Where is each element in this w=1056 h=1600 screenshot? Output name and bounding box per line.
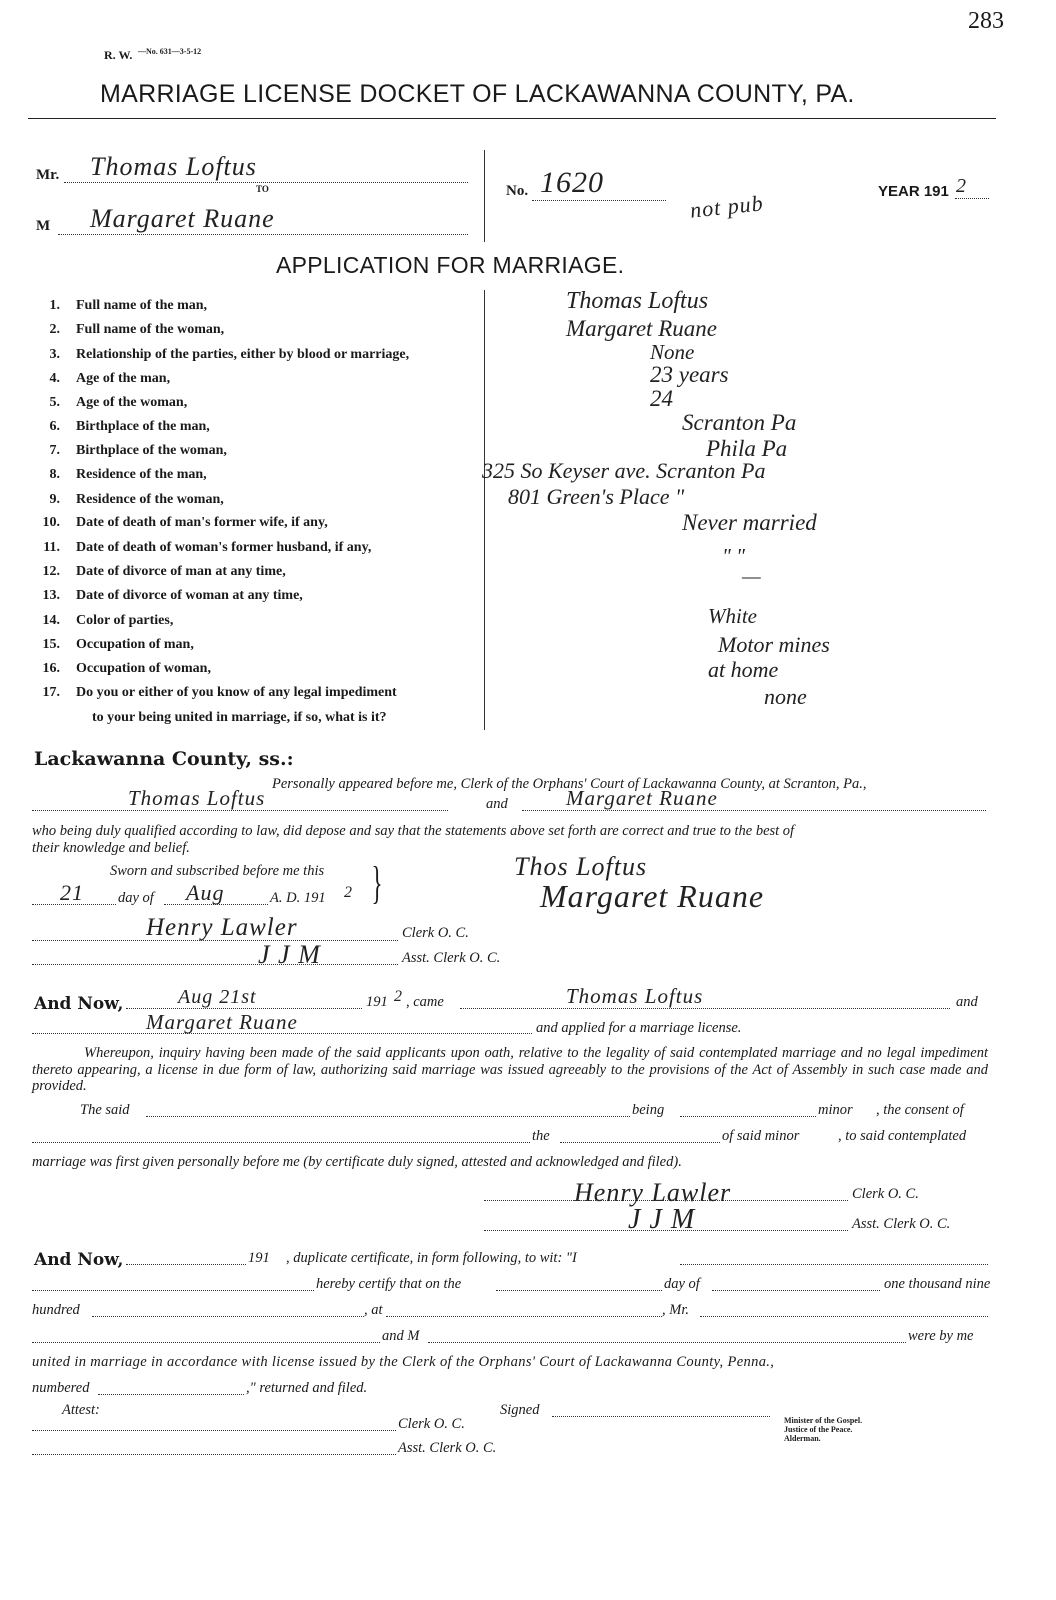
certificate-at-line — [386, 1316, 662, 1317]
license-year: 191 — [366, 994, 388, 1010]
license-man-line — [460, 1008, 950, 1009]
marriage-line: marriage was first given personally before me (by certificate duly signed, attested and acknowledged and filed). — [32, 1154, 682, 1170]
certificate-hundred-line — [92, 1316, 364, 1317]
page-number: 283 — [968, 8, 1004, 34]
question-number: 17. — [42, 685, 60, 700]
answer: 801 Green's Place " — [508, 484, 685, 509]
affidavit-man-name: Thomas Loftus — [128, 786, 266, 810]
answer: — — [742, 564, 761, 588]
question-number: 1. — [49, 298, 60, 313]
question-number: 3. — [49, 347, 60, 362]
the-line — [560, 1142, 720, 1143]
question-text: Occupation of man, — [76, 637, 194, 652]
sworn-ad: A. D. 191 — [270, 890, 326, 906]
certificate-month-line — [712, 1290, 880, 1291]
affidavit-line3: their knowledge and belief. — [32, 840, 190, 856]
certificate-day-line — [496, 1290, 662, 1291]
license-asst-line — [484, 1230, 848, 1231]
certificate-hundred: hundred — [32, 1302, 80, 1318]
question-number: 10. — [42, 515, 60, 530]
title-rule — [28, 118, 996, 119]
affidavit-line1: Personally appeared before me, Clerk of the Orphans' Court of Lackawanna County, at Scranton, Pa., — [272, 776, 867, 792]
certificate-clerk-label: Clerk O. C. — [398, 1416, 465, 1432]
signed-line — [552, 1416, 770, 1417]
license-clerk-line — [484, 1200, 848, 1201]
question-text: Occupation of woman, — [76, 661, 211, 676]
question-text: Birthplace of the man, — [76, 419, 210, 434]
affidavit-asst-signature: J J M — [258, 940, 321, 969]
year-value: 2 — [956, 175, 967, 197]
consent-line — [32, 1142, 530, 1143]
answer: Scranton Pa — [682, 410, 797, 435]
justice-label: Justice of the Peace. — [784, 1425, 853, 1434]
certificate-numbered: numbered — [32, 1380, 90, 1396]
certificate-mr-line — [700, 1316, 988, 1317]
certificate-date-line — [126, 1264, 246, 1265]
question-number: 9. — [49, 492, 60, 507]
question-text: Birthplace of the woman, — [76, 443, 227, 458]
of-minor-label: of said minor — [722, 1128, 800, 1144]
license-paragraph: Whereupon, inquiry having been made of the said applicants upon oath, relative to the legality of said contemplated marriage and no legal impediment thereto appearing, a license in due form of law, authorizing said marriage was issued agreeably to the provisions of the Act of Assembly in such case made and provided. — [32, 1045, 988, 1094]
question-text: Do you or either of you know of any legal impediment — [76, 685, 397, 700]
question-text: Residence of the woman, — [76, 492, 224, 507]
mr-name: Thomas Loftus — [90, 152, 257, 181]
answer: Motor mines — [718, 632, 830, 657]
question-text: Date of divorce of man at any time, — [76, 564, 286, 579]
question-text: Age of the man, — [76, 371, 171, 386]
question-text: Residence of the man, — [76, 467, 207, 482]
being-label: being — [632, 1102, 665, 1118]
certificate-and-m: and M — [382, 1328, 420, 1344]
certificate-at: , at — [364, 1302, 383, 1318]
certificate-were-by: were by me — [908, 1328, 974, 1344]
m-name: Margaret Ruane — [90, 204, 275, 233]
certificate-one-thousand: one thousand nine — [884, 1276, 991, 1292]
alderman-label: Alderman. — [784, 1434, 821, 1443]
form-code: R. W. — [104, 48, 133, 62]
affidavit-clerk-line — [32, 940, 398, 941]
attest-label: Attest: — [62, 1402, 100, 1418]
answers-divider — [484, 290, 485, 730]
answer: Never married — [682, 510, 817, 535]
question-number: 11. — [43, 540, 60, 555]
certificate-numbered-line — [98, 1394, 244, 1395]
affidavit-clerk-label: Clerk O. C. — [402, 925, 469, 941]
answer: none — [764, 684, 807, 709]
certificate-pre-m-line — [32, 1342, 380, 1343]
license-date: Aug 21st — [178, 986, 257, 1008]
question-text: Date of death of man's former wife, if any, — [76, 515, 328, 530]
m-line — [58, 234, 468, 235]
to-label: TO — [256, 184, 269, 194]
certificate-i-line — [680, 1264, 988, 1265]
question-number: 7. — [49, 443, 60, 458]
certificate-and-now: And Now, — [34, 1250, 124, 1270]
sworn-month-line — [164, 904, 268, 905]
year-line — [955, 198, 989, 199]
sworn-ad-value: 2 — [344, 884, 353, 901]
affidavit-clerk-signature: Henry Lawler — [146, 914, 298, 941]
answer: 325 So Keyser ave. Scranton Pa — [482, 458, 766, 483]
said-line — [146, 1116, 630, 1117]
year-label: YEAR 191 — [878, 183, 949, 200]
no-line — [532, 200, 666, 201]
question-text: Date of divorce of woman at any time, — [76, 588, 303, 603]
said-label: The said — [80, 1102, 130, 1118]
question-text: Relationship of the parties, either by blood or marriage, — [76, 347, 410, 362]
answer: 24 — [650, 386, 673, 411]
answer: None — [650, 340, 695, 364]
affidavit-asst-line — [32, 964, 398, 965]
sworn-text: Sworn and subscribed before me this — [110, 863, 325, 879]
minister-label: Minister of the Gospel. — [784, 1416, 863, 1425]
license-and: and — [956, 994, 978, 1010]
license-woman-name: Margaret Ruane — [146, 1010, 298, 1034]
license-clerk-signature: Henry Lawler — [574, 1178, 732, 1207]
question-text: Color of parties, — [76, 613, 174, 628]
question-number: 14. — [42, 613, 60, 628]
question-text: Full name of the woman, — [76, 322, 225, 337]
minor-label: minor — [818, 1102, 853, 1118]
sworn-day-of: day of — [118, 890, 154, 906]
license-came: , came — [406, 994, 444, 1010]
affidavit-asst-label: Asst. Clerk O. C. — [402, 950, 501, 966]
question-number: 13. — [42, 588, 60, 603]
question-number: 4. — [49, 371, 60, 386]
affidavit-line2: who being duly qualified according to law, did depose and say that the statements above set forth are correct and true to the best of — [32, 823, 795, 839]
signature-woman: Margaret Ruane — [540, 878, 765, 914]
license-number: 1620 — [540, 166, 604, 199]
license-asst-signature: J J M — [628, 1204, 696, 1235]
question-text: Full name of the man, — [76, 298, 208, 313]
question-number: 2. — [49, 322, 60, 337]
question-text: Date of death of woman's former husband, if any, — [76, 540, 372, 555]
certificate-day-of: day of — [664, 1276, 700, 1292]
answer: Margaret Ruane — [566, 316, 717, 341]
answer: Phila Pa — [706, 436, 788, 461]
mr-label: Mr. — [36, 167, 60, 183]
answer: Thomas Loftus — [566, 288, 709, 314]
the-label: the — [532, 1128, 550, 1144]
form-number: —No. 631—3-5-12 — [138, 47, 202, 56]
certificate-asst-label: Asst. Clerk O. C. — [398, 1440, 497, 1456]
being-line — [680, 1116, 816, 1117]
certificate-returned: ," returned and filed. — [246, 1380, 368, 1396]
sworn-brace: } — [371, 857, 383, 908]
question-number: 12. — [42, 564, 60, 579]
affidavit-and: and — [486, 796, 508, 812]
mr-line — [64, 182, 468, 183]
license-year-value: 2 — [394, 988, 403, 1005]
to-said-label: , to said contemplated — [838, 1128, 967, 1144]
sworn-month: Aug — [186, 880, 225, 905]
margin-note: not pub — [688, 190, 765, 223]
certificate-asst-line — [32, 1454, 396, 1455]
certificate-united: united in marriage in accordance with license issued by the Clerk of the Orphans' Court of Lackawanna County, Penna., — [32, 1354, 775, 1370]
license-applied: and applied for a marriage license. — [536, 1020, 742, 1036]
no-label: No. — [506, 183, 529, 199]
affidavit-woman-name: Margaret Ruane — [566, 786, 718, 810]
answer: White — [708, 604, 757, 628]
answer: at home — [708, 657, 779, 682]
county-heading: Lackawanna County, ss.: — [34, 748, 294, 770]
certificate-mr: , Mr. — [662, 1302, 689, 1318]
signature-man: Thos Loftus — [514, 852, 648, 881]
answer: 23 years — [650, 362, 729, 387]
signed-label: Signed — [500, 1402, 540, 1418]
question-number: 15. — [42, 637, 60, 652]
certificate-year: 191 — [248, 1250, 270, 1266]
certificate-hereby: hereby certify that on the — [316, 1276, 462, 1292]
docket-title: MARRIAGE LICENSE DOCKET OF LACKAWANNA COUNTY, PA. — [100, 80, 855, 108]
answer: " " — [722, 544, 745, 568]
license-asst-label: Asst. Clerk O. C. — [852, 1216, 951, 1232]
question-text: Age of the woman, — [76, 395, 188, 410]
question-number: 8. — [49, 467, 60, 482]
certificate-m-line — [428, 1342, 906, 1343]
certificate-name-line — [32, 1290, 314, 1291]
question-text: to your being united in marriage, if so, what is it? — [92, 710, 387, 725]
application-title: APPLICATION FOR MARRIAGE. — [276, 252, 625, 278]
sworn-day-line — [32, 904, 116, 905]
certificate-clerk-line — [32, 1430, 396, 1431]
license-clerk-label: Clerk O. C. — [852, 1186, 919, 1202]
question-number: 5. — [49, 395, 60, 410]
header-divider — [484, 150, 485, 242]
consent-label: , the consent of — [876, 1102, 964, 1118]
license-and-now: And Now, — [34, 994, 124, 1014]
question-number: 6. — [49, 419, 60, 434]
question-number: 16. — [42, 661, 60, 676]
license-man-name: Thomas Loftus — [566, 984, 704, 1008]
sworn-day: 21 — [60, 880, 84, 905]
m-label: M — [36, 218, 51, 234]
certificate-dup: , duplicate certificate, in form following, to wit: "I — [286, 1250, 577, 1266]
